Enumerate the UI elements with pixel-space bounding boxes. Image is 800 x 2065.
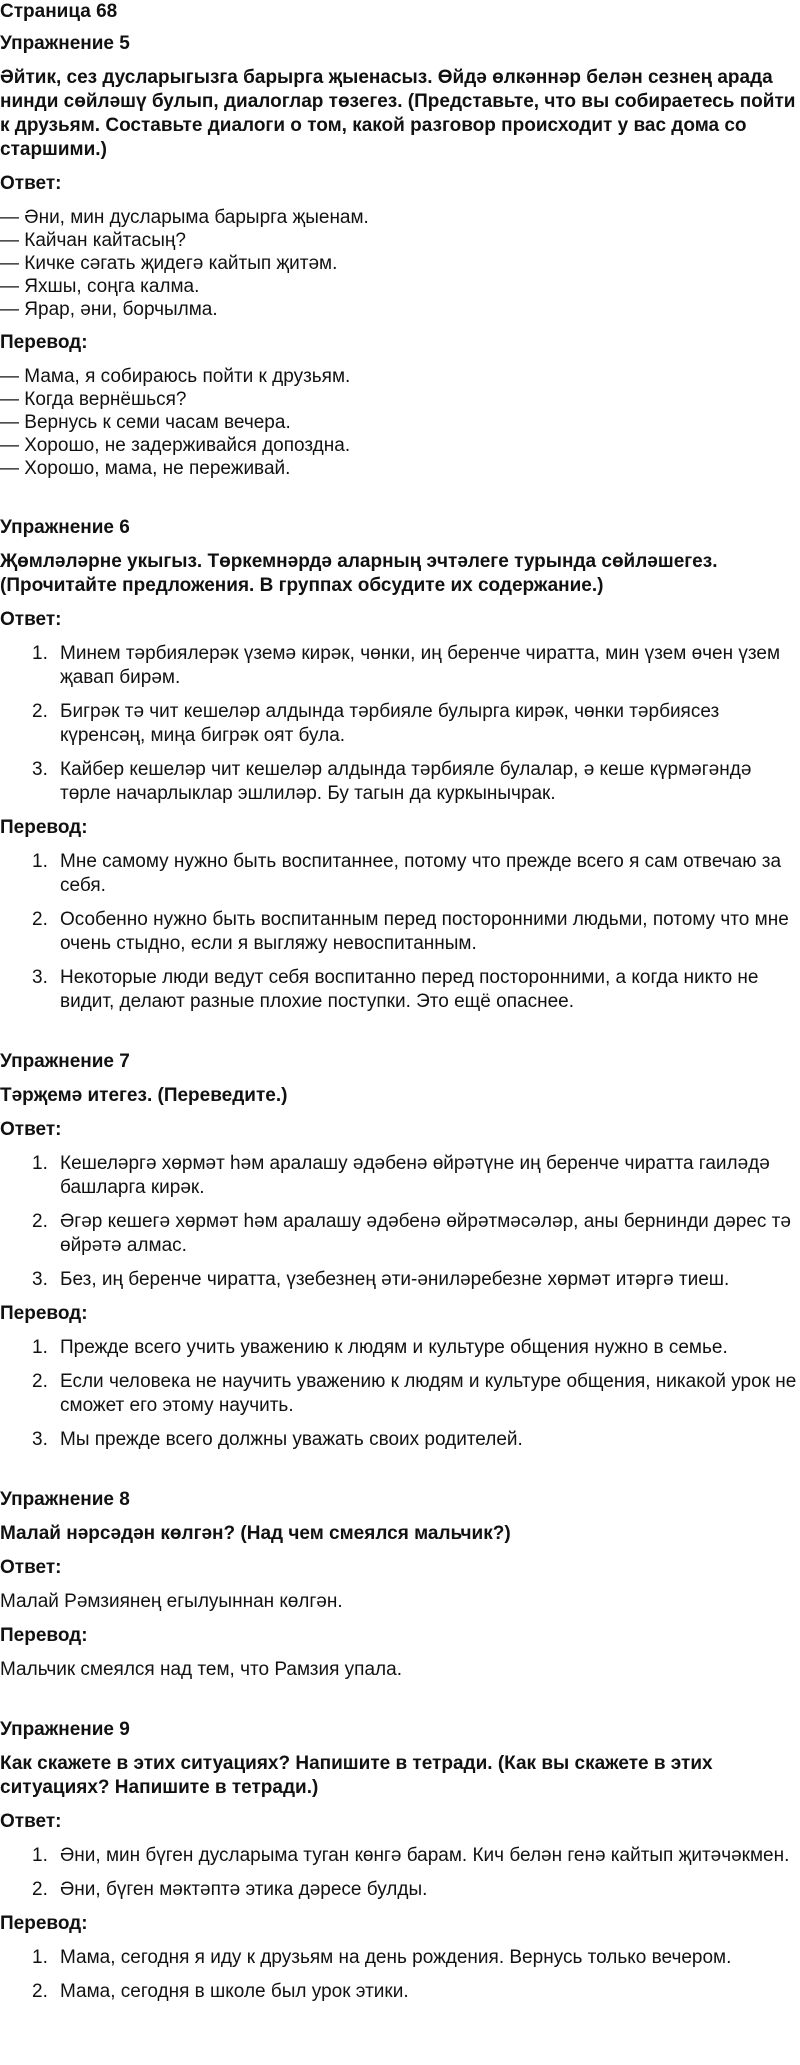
answer-label: Ответ:	[0, 1811, 62, 1832]
section-gap	[0, 1692, 800, 1718]
translation-text: Мальчик смеялся над тем, что Рамзия упала.	[0, 1659, 402, 1680]
list-item: 3. Кайбер кешеләр чит кешеләр алдында тәрбияле булалар, ә кеше күрмәгәндә төрле начарлыклар эшлиләр. Бу тагын да куркынычрак.	[32, 759, 752, 804]
dialogue-line: — Когда вернёшься?	[0, 389, 187, 410]
answer-dialogue	[0, 206, 800, 321]
answer-list	[0, 642, 800, 806]
answer-list	[0, 1844, 800, 1902]
translation-list	[0, 1946, 800, 2004]
list-item: 2. Если человека не научить уважению к людям и культуре общения, никакой урок не сможет его этому научить.	[32, 1371, 797, 1416]
exercise-task: Тәрҗемә итегез. (Переведите.)	[0, 1085, 288, 1106]
answer-text: Малай Рәмзиянең егылуыннан көлгән.	[0, 1591, 343, 1612]
list-item: 1. Мама, сегодня я иду к друзьям на день рождения. Вернусь только вечером.	[32, 1947, 732, 1968]
translation-list	[0, 850, 800, 1014]
exercise-title: Упражнение 9	[0, 1719, 130, 1740]
translation-label: Перевод:	[0, 1625, 88, 1646]
exercise-task: Как скажете в этих ситуациях? Напишите в тетради. (Как вы скажете в этих ситуациях? Напишите в тетради.)	[0, 1753, 713, 1798]
dialogue-line: — Вернусь к семи часам вечера.	[0, 412, 291, 433]
list-item: 3. Без, иң беренче чиратта, үзебезнең әти-әниләребезне хөрмәт итәргә тиеш.	[32, 1269, 730, 1290]
list-item: 2. Особенно нужно быть воспитанным перед посторонними людьми, потому что мне очень стыдно, если я выгляжу невоспитанным.	[32, 909, 789, 954]
answer-label: Ответ:	[0, 173, 62, 194]
page-title: Страница 68	[0, 1, 118, 22]
dialogue-line: — Хорошо, не задерживайся допоздна.	[0, 435, 351, 456]
exercise-5	[0, 32, 800, 480]
list-item: 3. Некоторые люди ведут себя воспитанно перед посторонними, а когда никто не видит, делают разные плохие поступки. Это ещё опаснее.	[32, 967, 759, 1012]
exercise-7	[0, 1050, 800, 1452]
exercise-9	[0, 1718, 800, 2004]
answer-label: Ответ:	[0, 1119, 62, 1140]
list-item: 2. Әгәр кешегә хөрмәт һәм аралашу әдәбенә өйрәтмәсәләр, аны бернинди дәрес тә өйрәтә алмас.	[32, 1211, 791, 1256]
list-item: 1. Мне самому нужно быть воспитаннее, потому что прежде всего я сам отвечаю за себя.	[32, 851, 782, 896]
list-item: 1. Минем тәрбиялерәк үземә кирәк, чөнки, иң беренче чиратта, мин үзем өчен үзем җавап бирәм.	[32, 643, 781, 688]
section-gap	[0, 490, 800, 516]
list-item: 1. Кешеләргә хөрмәт һәм аралашу әдәбенә өйрәтүне иң беренче чиратта гаиләдә башларга кирәк.	[32, 1153, 770, 1198]
translation-list	[0, 1336, 800, 1452]
section-gap	[0, 1024, 800, 1050]
dialogue-line: — Мама, я собираюсь пойти к друзьям.	[0, 366, 351, 387]
list-item: 2. Бигрәк тә чит кешеләр алдында тәрбияле булырга кирәк, чөнки тәрбиясез күренсәң, миңа бигрәк оят була.	[32, 701, 720, 746]
dialogue-line: — Ярар, әни, борчылма.	[0, 299, 218, 320]
exercise-6	[0, 516, 800, 1014]
list-item: 2. Мама, сегодня в школе был урок этики.	[32, 1981, 409, 2002]
dialogue-line: — Яхшы, соңга калма.	[0, 276, 200, 297]
exercise-task: Малай нәрсәдән көлгән? (Над чем смеялся мальчик?)	[0, 1523, 511, 1544]
exercise-task: Җөмләләрне укыгыз. Төркемнәрдә аларның эчтәлеге турында сөйләшегез. (Прочитайте предложения. В группах обсудите их содержание.)	[0, 551, 718, 596]
exercise-title: Упражнение 6	[0, 517, 130, 538]
list-item: 2. Әни, бүген мәктәптә этика дәресе булды.	[32, 1879, 428, 1900]
translation-label: Перевод:	[0, 817, 88, 838]
exercise-title: Упражнение 8	[0, 1489, 130, 1510]
exercise-title: Упражнение 7	[0, 1051, 130, 1072]
exercise-title: Упражнение 5	[0, 33, 130, 54]
exercise-task: Әйтик, сез дусларыгызга барырга җыенасыз. Өйдә өлкәннәр белән сезнең арада нинди сөйләшү булып, диалоглар төзегез. (Представьте, что вы собираетесь пойти к друзьям. Составьте диалоги о том, какой разговор происходит у вас дома со старшими.)	[0, 67, 796, 160]
dialogue-line: — Кичке сәгать җидегә кайтып җитәм.	[0, 253, 338, 274]
answer-label: Ответ:	[0, 1557, 62, 1578]
translation-label: Перевод:	[0, 332, 88, 353]
answer-label: Ответ:	[0, 609, 62, 630]
list-item: 1. Прежде всего учить уважению к людям и культуре общения нужно в семье.	[32, 1337, 728, 1358]
dialogue-line: — Хорошо, мама, не переживай.	[0, 458, 291, 479]
exercise-8	[0, 1488, 800, 1682]
section-gap	[0, 1462, 800, 1488]
translation-label: Перевод:	[0, 1303, 88, 1324]
translation-dialogue	[0, 365, 800, 480]
list-item: 1. Әни, мин бүген дусларыма туган көнгә барам. Кич белән генә кайтып җитәчәкмен.	[32, 1845, 790, 1866]
translation-label: Перевод:	[0, 1913, 88, 1934]
answer-list	[0, 1152, 800, 1292]
list-item: 3. Мы прежде всего должны уважать своих родителей.	[32, 1429, 523, 1450]
dialogue-line: — Кайчан кайтасың?	[0, 230, 186, 251]
dialogue-line: — Әни, мин дусларыма барырга җыенам.	[0, 207, 369, 228]
